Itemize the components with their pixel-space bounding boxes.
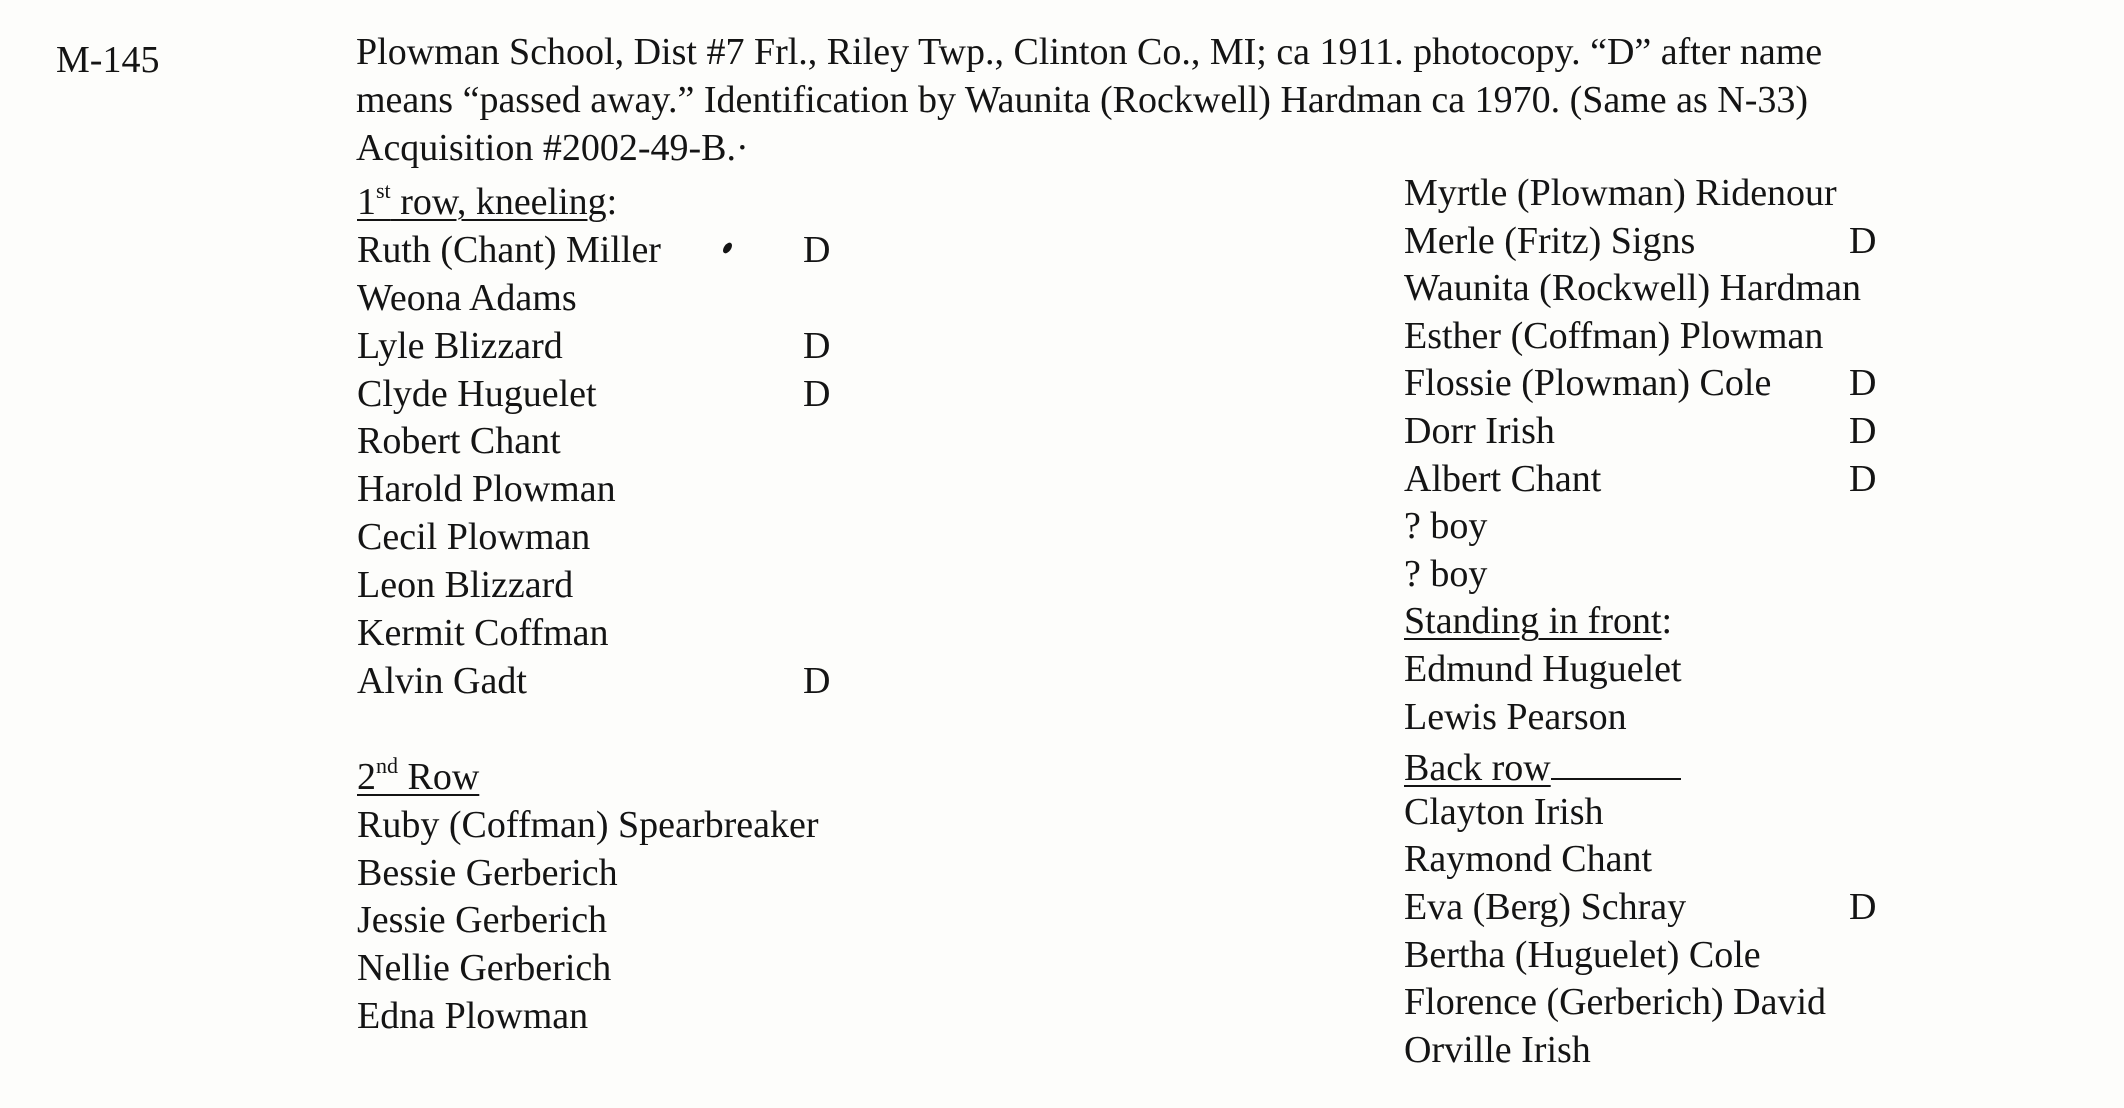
name-row xyxy=(1404,1026,1861,1074)
name-row xyxy=(1404,502,1861,550)
name-row xyxy=(357,944,818,992)
deceased-mark: D xyxy=(803,228,831,271)
name-row xyxy=(357,465,818,513)
person-name: Merle (Fritz) Signs xyxy=(1404,219,1696,262)
second-row-heading xyxy=(357,752,480,798)
person-name: Ruth (Chant) Miller xyxy=(357,228,661,271)
header-line: Acquisition #2002-49-B.· xyxy=(356,127,749,169)
deceased-mark: D xyxy=(803,372,831,415)
heading-colon: : xyxy=(1661,600,1673,643)
name-row xyxy=(1404,978,1861,1026)
person-name: Edna Plowman xyxy=(357,995,589,1038)
name-row xyxy=(357,226,831,274)
deceased-mark: D xyxy=(1849,885,1877,928)
name-row xyxy=(1404,835,1861,883)
name-row xyxy=(1404,407,1877,455)
name-row xyxy=(357,657,831,705)
deceased-mark: D xyxy=(1849,409,1877,452)
person-name: Kermit Coffman xyxy=(357,612,609,655)
standing-in-front-heading: Standing in front xyxy=(1404,600,1662,643)
heading-underline-extension xyxy=(1551,740,1681,780)
person-name: Bertha (Huguelet) Cole xyxy=(1404,933,1761,976)
section-heading-back-row xyxy=(1404,740,1861,788)
pen-mark xyxy=(721,241,734,255)
heading-text: row, kneeling xyxy=(390,181,607,223)
first-row-heading xyxy=(357,178,607,223)
name-row xyxy=(1404,883,1877,931)
name-row xyxy=(1404,931,1861,979)
name-row xyxy=(1404,645,1861,693)
name-row xyxy=(1404,788,1861,836)
person-name: Esther (Coffman) Plowman xyxy=(1404,314,1824,357)
name-row xyxy=(1404,550,1861,598)
person-name: Orville Irish xyxy=(1404,1028,1591,1071)
heading-text: Row xyxy=(398,755,480,798)
back-row-heading: Back row xyxy=(1404,747,1551,790)
deceased-mark: D xyxy=(1849,362,1877,405)
person-name: Bessie Gerberich xyxy=(357,851,618,894)
header-line: means “passed away.” Identification by Waunita (Rockwell) Hardman ca 1970. (Same as N-33) xyxy=(356,79,1809,121)
name-row xyxy=(357,513,818,561)
name-row xyxy=(357,417,818,465)
person-name: Albert Chant xyxy=(1404,457,1602,500)
header-line: Plowman School, Dist #7 Frl., Riley Twp., Clinton Co., MI; ca 1911. photocopy. “D” after name xyxy=(356,31,1823,73)
person-name: Florence (Gerberich) David xyxy=(1404,981,1827,1024)
heading-ordinal: nd xyxy=(376,752,398,778)
name-row xyxy=(1404,693,1861,741)
deceased-mark: D xyxy=(1849,457,1877,500)
section-heading-first-row xyxy=(357,178,818,226)
person-name: Ruby (Coffman) Spearbreaker xyxy=(357,803,819,846)
person-name: Clyde Huguelet xyxy=(357,372,597,415)
name-row xyxy=(357,801,818,849)
name-row xyxy=(357,274,818,322)
person-name: Lyle Blizzard xyxy=(357,324,563,367)
name-row xyxy=(357,561,818,609)
heading-colon: : xyxy=(606,181,618,223)
deceased-mark: D xyxy=(803,659,831,702)
name-row xyxy=(1404,455,1877,503)
heading-ordinal: st xyxy=(376,178,391,203)
person-name: Jessie Gerberich xyxy=(357,899,608,942)
person-name: Leon Blizzard xyxy=(357,564,574,607)
person-name: ? boy xyxy=(1404,552,1488,595)
person-name: Flossie (Plowman) Cole xyxy=(1404,362,1772,405)
name-row xyxy=(357,370,831,418)
person-name: Weona Adams xyxy=(357,276,577,319)
person-name: Alvin Gadt xyxy=(357,659,527,702)
person-name: Dorr Irish xyxy=(1404,409,1555,452)
deceased-mark: D xyxy=(1849,219,1877,262)
person-name: Myrtle (Plowman) Ridenour xyxy=(1404,172,1837,214)
person-name: Robert Chant xyxy=(357,420,561,463)
name-row xyxy=(357,896,818,944)
name-row xyxy=(1404,359,1877,407)
name-row xyxy=(357,992,818,1040)
name-row xyxy=(357,849,818,897)
heading-number: 2 xyxy=(357,755,376,798)
spacer xyxy=(357,705,818,753)
name-row xyxy=(1404,264,1861,312)
section-heading-second-row xyxy=(357,753,818,801)
catalog-id: M-145 xyxy=(56,39,160,81)
person-name: Waunita (Rockwell) Hardman xyxy=(1404,267,1862,310)
document-header xyxy=(356,28,2096,172)
person-name: Cecil Plowman xyxy=(357,516,591,559)
name-row xyxy=(1404,312,1861,360)
heading-number: 1 xyxy=(357,181,376,223)
person-name: ? boy xyxy=(1404,505,1488,548)
person-name: Harold Plowman xyxy=(357,468,616,511)
name-row xyxy=(1404,169,1861,217)
person-name: Lewis Pearson xyxy=(1404,695,1627,738)
person-name: Nellie Gerberich xyxy=(357,947,612,990)
deceased-mark: D xyxy=(803,324,831,367)
person-name: Edmund Huguelet xyxy=(1404,647,1682,690)
name-row xyxy=(357,322,831,370)
name-row xyxy=(357,609,818,657)
right-column xyxy=(1404,169,1877,1073)
left-column xyxy=(357,178,831,1040)
person-name: Raymond Chant xyxy=(1404,838,1653,881)
person-name: Eva (Berg) Schray xyxy=(1404,885,1687,928)
name-row xyxy=(1404,217,1877,265)
person-name: Clayton Irish xyxy=(1404,790,1604,833)
section-heading-standing-in-front xyxy=(1404,597,1861,645)
